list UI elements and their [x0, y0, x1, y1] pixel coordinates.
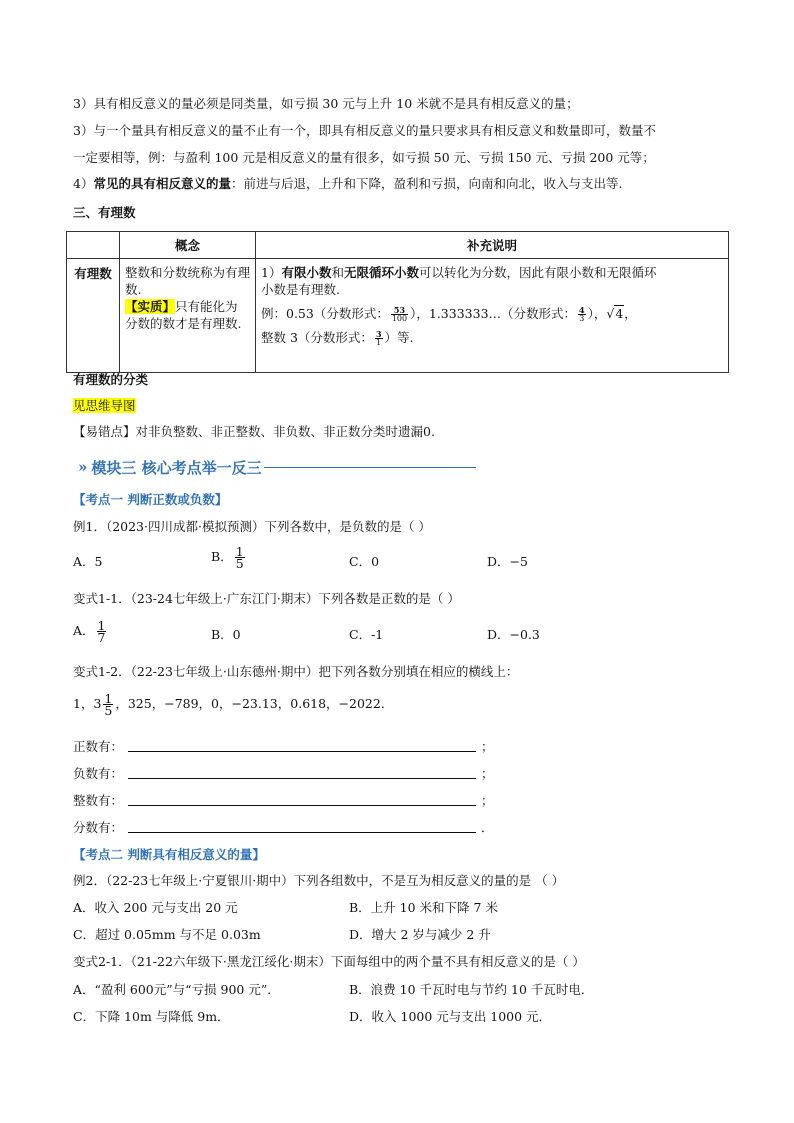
- variant-1-1-stem: 变式1-1．（23-24七年级上·广东江门·期末）下列各数是正数的是（ ）: [73, 591, 460, 606]
- fraction-denominator: 100: [391, 314, 408, 323]
- topic-1-title: 【考点一 判断正数或负数】: [73, 492, 228, 507]
- example-2-option-d: D．增大 2 岁与减少 2 升: [349, 927, 491, 942]
- variant-2-1-stem: 变式2-1．（21-22六年级下·黑龙江绥化·期末）下面每组中的两个量不具有相反意义的是（ ）: [73, 954, 585, 969]
- intro-line-4-prefix: 4）: [73, 176, 94, 191]
- intro-line-2: 3）与一个量具有相反意义的量不止有一个，即具有相反意义的量只要求具有相反意义和数量即可，数量不: [73, 123, 656, 138]
- fraction-1-5: [103, 693, 113, 716]
- fraction-denominator: 1: [376, 338, 382, 347]
- example-1-option-b: [211, 546, 247, 569]
- mistake-note: 【易错点】对非负整数、非正整数、非负数、非正数分类时遗漏0.: [73, 424, 435, 439]
- concept-essence: [125, 298, 250, 332]
- positive-answer-blank[interactable]: [128, 750, 476, 752]
- module-divider: [264, 467, 476, 468]
- classification-title: 有理数的分类: [73, 372, 149, 387]
- negative-answer-blank[interactable]: [128, 777, 476, 779]
- note-bold-finite-decimal: 有限小数: [281, 265, 332, 280]
- sqrt-sign-icon: √: [606, 306, 615, 321]
- note-example-line: [261, 302, 723, 326]
- integer-label: 整数有：: [73, 793, 124, 808]
- note-text: 1）: [261, 265, 282, 280]
- positive-end: ；: [481, 739, 494, 754]
- note-example-line-2: [261, 326, 723, 350]
- example-text: ，: [624, 306, 637, 321]
- example-text: 整数 3（分数形式：: [261, 330, 373, 345]
- fraction-4-3: [578, 306, 586, 323]
- example-text: ），1.333333…（分数形式：: [410, 306, 577, 321]
- fraction-denominator: 5: [235, 556, 244, 571]
- fraction-numerator: 1: [97, 618, 106, 633]
- essence-tag: 【实质】: [125, 299, 176, 314]
- table-cell-concept: [120, 259, 256, 373]
- table-cell-name: 有理数: [67, 259, 120, 373]
- variant-2-1-option-a: A．“盈利 600元”与“亏损 900 元”．: [73, 982, 280, 997]
- table-header-concept: 概念: [120, 232, 256, 259]
- sqrt-4: [606, 302, 624, 326]
- double-chevron-icon: »: [78, 458, 88, 476]
- intro-line-4-rest: ：前进与后退，上升和下降，盈利和亏损，向南和向北，收入与支出等.: [230, 176, 623, 191]
- example-1-stem: 例1．（2023·四川成都·模拟预测）下列各数中，是负数的是（ ）: [73, 519, 431, 534]
- numbers-text: 1，3: [73, 696, 102, 711]
- positive-label: 正数有：: [73, 739, 124, 754]
- example-2-option-a: A．收入 200 元与支出 20 元: [73, 900, 238, 915]
- option-label: A．: [73, 623, 95, 638]
- intro-line-3: 一定要相等，例：与盈利 100 元是相反意义的量有很多，如亏损 50 元、亏损 150 元、亏损 200 元等；: [73, 150, 655, 165]
- table-cell-note: [256, 259, 729, 373]
- table-header-empty: [67, 232, 120, 259]
- mindmap-reference: [73, 397, 136, 415]
- fraction-answer-blank[interactable]: [128, 831, 476, 833]
- fraction-numerator: 3: [375, 329, 382, 339]
- fraction-end: ．: [481, 820, 494, 835]
- variant-2-1-option-b: B．浪费 10 千瓦时电与节约 10 千瓦时电．: [349, 982, 594, 997]
- negative-label: 负数有：: [73, 766, 124, 781]
- fraction-denominator: 7: [97, 630, 106, 645]
- variant-1-1-option-a: [73, 620, 108, 643]
- fraction-numerator: 1: [235, 544, 244, 559]
- integer-answer-blank[interactable]: [128, 804, 476, 806]
- variant-1-2-numbers: [73, 693, 393, 716]
- example-2-stem: 例2．（22-23七年级上·宁夏银川·期中）下列各组数中，不是互为相反意义的量的是 （ ）: [73, 873, 565, 888]
- essence-text: 只有能化为分数的数才是有理数.: [125, 299, 242, 331]
- example-1-option-c: C．0: [349, 554, 380, 569]
- example-1-option-d: D．−5: [487, 554, 528, 569]
- variant-1-1-option-c: C．-1: [349, 627, 384, 642]
- mindmap-highlight: 见思维导图: [73, 398, 136, 413]
- topic-2-title: 【考点二 判断具有相反意义的量】: [73, 847, 265, 862]
- example-2-option-c: C．超过 0.05mm 与不足 0.03m: [73, 927, 261, 942]
- sqrt-radicand: 4: [615, 306, 624, 321]
- fraction-label: 分数有：: [73, 820, 124, 835]
- example-2-option-b: B．上升 10 米和下降 7 米: [349, 900, 498, 915]
- intro-line-4: [73, 175, 622, 193]
- table-header-note: 补充说明: [256, 232, 729, 259]
- fraction-1-7: [97, 620, 107, 643]
- example-text: ），: [587, 306, 607, 321]
- example-1-option-a: A．5: [73, 554, 103, 569]
- variant-2-1-option-d: D．收入 1000 元与支出 1000 元．: [349, 1009, 552, 1024]
- example-text: 例：0.53（分数形式：: [261, 306, 389, 321]
- integer-end: ；: [481, 793, 494, 808]
- negative-end: ；: [481, 766, 494, 781]
- note-line-1: [261, 264, 723, 281]
- variant-1-1-option-d: D．−0.3: [487, 627, 540, 642]
- option-label: B．: [211, 549, 233, 564]
- module-title: 模块三 核心考点举一反三: [91, 458, 262, 477]
- fraction-53-100: [391, 306, 408, 323]
- note-text: 和: [331, 265, 344, 280]
- fraction-numerator: 4: [579, 305, 585, 315]
- fraction-denominator: 5: [104, 703, 113, 718]
- example-text: ）等.: [384, 330, 414, 345]
- variant-1-2-stem: 变式1-2．（22-23七年级上·山东德州·期中）把下列各数分别填在相应的横线上：: [73, 664, 519, 679]
- table-header-row: [67, 232, 729, 259]
- variant-1-1-option-b: B．0: [211, 627, 241, 642]
- fraction-numerator: 53: [391, 306, 408, 315]
- table-row: [67, 259, 729, 373]
- variant-2-1-option-c: C．下降 10m 与降低 9m．: [73, 1009, 230, 1024]
- numbers-text: ，325，−789，0，−23.13，0.618，−2022．: [115, 696, 394, 711]
- concept-definition: 整数和分数统称为有理数.: [125, 265, 251, 297]
- note-text: 可以转化为分数，因此有限小数和无限循环: [419, 265, 657, 280]
- section-3-title: 三、有理数: [73, 205, 136, 220]
- fraction-1-5: [235, 546, 245, 569]
- fraction-3-1: [375, 330, 383, 347]
- note-bold-repeating-decimal: 无限循环小数: [343, 265, 419, 280]
- fraction-denominator: 3: [579, 314, 585, 323]
- intro-line-4-bold: 常见的具有相反意义的量: [93, 176, 231, 191]
- rational-number-table: [66, 231, 729, 373]
- module-heading: [78, 456, 476, 478]
- fraction-numerator: 1: [104, 691, 113, 706]
- intro-line-1: 3）具有相反意义的量必须是同类量，如亏损 30 元与上升 10 米就不是具有相反意义的量；: [73, 96, 579, 111]
- note-line-2: 小数是有理数.: [261, 282, 340, 297]
